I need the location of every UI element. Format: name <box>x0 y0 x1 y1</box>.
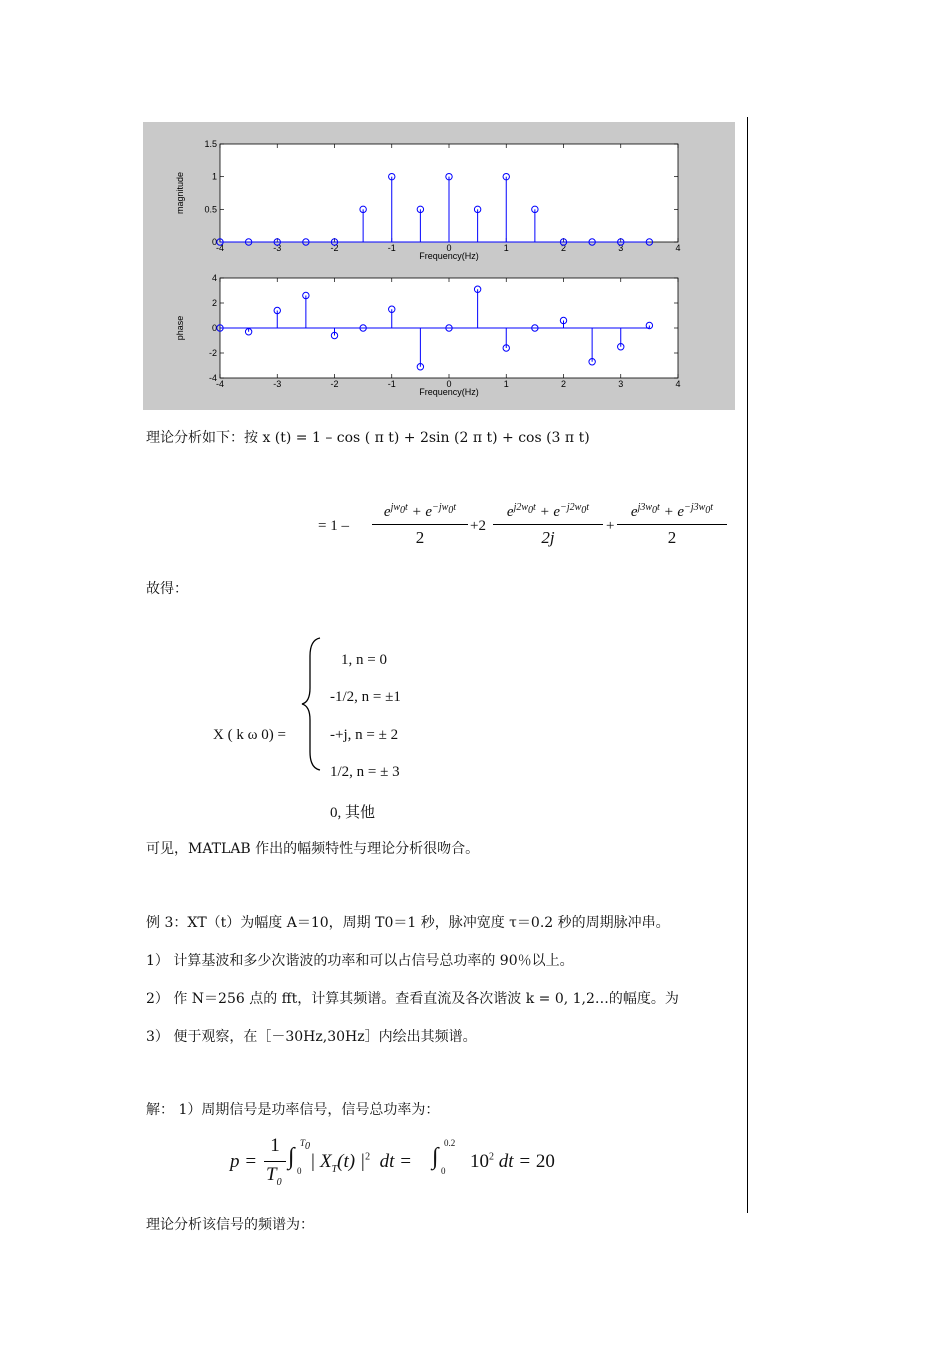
fraction-2-den: 2j <box>541 528 555 547</box>
fraction-3-den: 2 <box>667 528 677 547</box>
fraction-1-den: 2 <box>415 528 425 547</box>
stem-plots <box>143 122 735 410</box>
x-tick-label: 1 <box>503 243 509 253</box>
case-5: 0, 其他 <box>330 805 376 821</box>
item-3: 3） 便于观察，在［－30Hz,30Hz］内绘出其频谱。 <box>146 1029 477 1045</box>
y-tick-label: 1 <box>211 171 217 182</box>
x-tick-label: 0 <box>446 243 452 253</box>
x-tick-label: 4 <box>675 243 681 253</box>
item-2: 2） 作 N＝256 点的 fft，计算其频谱。查看直流及各次谐波 k = 0, 1,2…的幅度。为 <box>146 991 679 1007</box>
x-tick-label: 0 <box>446 379 452 389</box>
y-tick-label: 1.5 <box>204 139 217 149</box>
case-1: 1, n = 0 <box>341 652 387 668</box>
case-2: -1/2, n = ±1 <box>330 689 401 705</box>
fraction-3: $e^{j3w_0t} + e^{-j3w_0t}$ 2 <box>617 502 727 548</box>
therefore: 故得： <box>146 581 188 597</box>
x-tick-label: -3 <box>273 243 282 253</box>
case-3: -+j, n = ± 2 <box>330 727 399 743</box>
case-4: 1/2, n = ± 3 <box>330 764 400 780</box>
x-tick-label: 2 <box>560 379 567 389</box>
analysis-line: 理论分析如下：按 x (t) = 1 – cos ( π t) + 2sin (2 π t) + cos (3 π t) <box>146 430 590 446</box>
conclusion: 可见，MATLAB 作出的幅频特性与理论分析很吻合。 <box>146 841 480 857</box>
x-tick-label: 3 <box>618 379 624 389</box>
x-tick-label: -2 <box>330 243 339 253</box>
matlab-figure <box>143 122 735 410</box>
x-tick-label: 3 <box>618 243 624 253</box>
y-tick-label: 4 <box>211 273 217 283</box>
fraction-1: $e^{jw_0t} + e^{-jw_0t}$ 2 <box>372 502 468 548</box>
solution: 解： 1）周期信号是功率信号，信号总功率为： <box>146 1102 440 1118</box>
plus: + <box>606 518 615 534</box>
y-tick-label: 0 <box>211 323 217 333</box>
x-tick-label: 1 <box>503 379 509 389</box>
x-tick-label: -1 <box>387 379 396 389</box>
item-1: 1） 计算基波和多少次谐波的功率和可以占信号总功率的 90％以上。 <box>146 953 574 969</box>
y-tick-label: 0.5 <box>204 204 217 215</box>
margin-rule <box>747 117 748 1213</box>
left-brace <box>298 636 326 772</box>
example-3: 例 3：XT（t）为幅度 A＝10，周期 T0＝1 秒，脉冲宽度 τ＝0.2 秒的周期脉冲串。 <box>146 915 670 931</box>
x-tick-label: -4 <box>215 243 225 253</box>
xk-label: X ( k ω 0) = <box>213 727 286 743</box>
last-line: 理论分析该信号的频谱为： <box>146 1217 314 1233</box>
y-tick-label: -2 <box>208 348 217 358</box>
fraction-2: $e^{j2w_0t} + e^{-j2w_0t}$ 2j <box>493 502 603 548</box>
plus-two: +2 <box>470 518 486 534</box>
y-tick-label: 2 <box>211 298 217 308</box>
eq-prefix: = 1 – <box>318 518 349 534</box>
x-tick-label: 2 <box>560 243 567 253</box>
y-tick-label: 0 <box>211 237 217 247</box>
x-axis-label: Frequency(Hz) <box>419 251 479 261</box>
y-axis-label: magnitude <box>175 171 185 215</box>
y-tick-label: -4 <box>208 373 217 383</box>
x-tick-label: -3 <box>273 379 282 389</box>
x-tick-label: -2 <box>330 379 339 389</box>
x-tick-label: 4 <box>675 379 681 389</box>
x-axis-label: Frequency(Hz) <box>419 387 479 397</box>
x-tick-label: -1 <box>387 243 396 253</box>
x-tick-label: -4 <box>215 379 225 389</box>
y-axis-label: phase <box>175 315 185 341</box>
